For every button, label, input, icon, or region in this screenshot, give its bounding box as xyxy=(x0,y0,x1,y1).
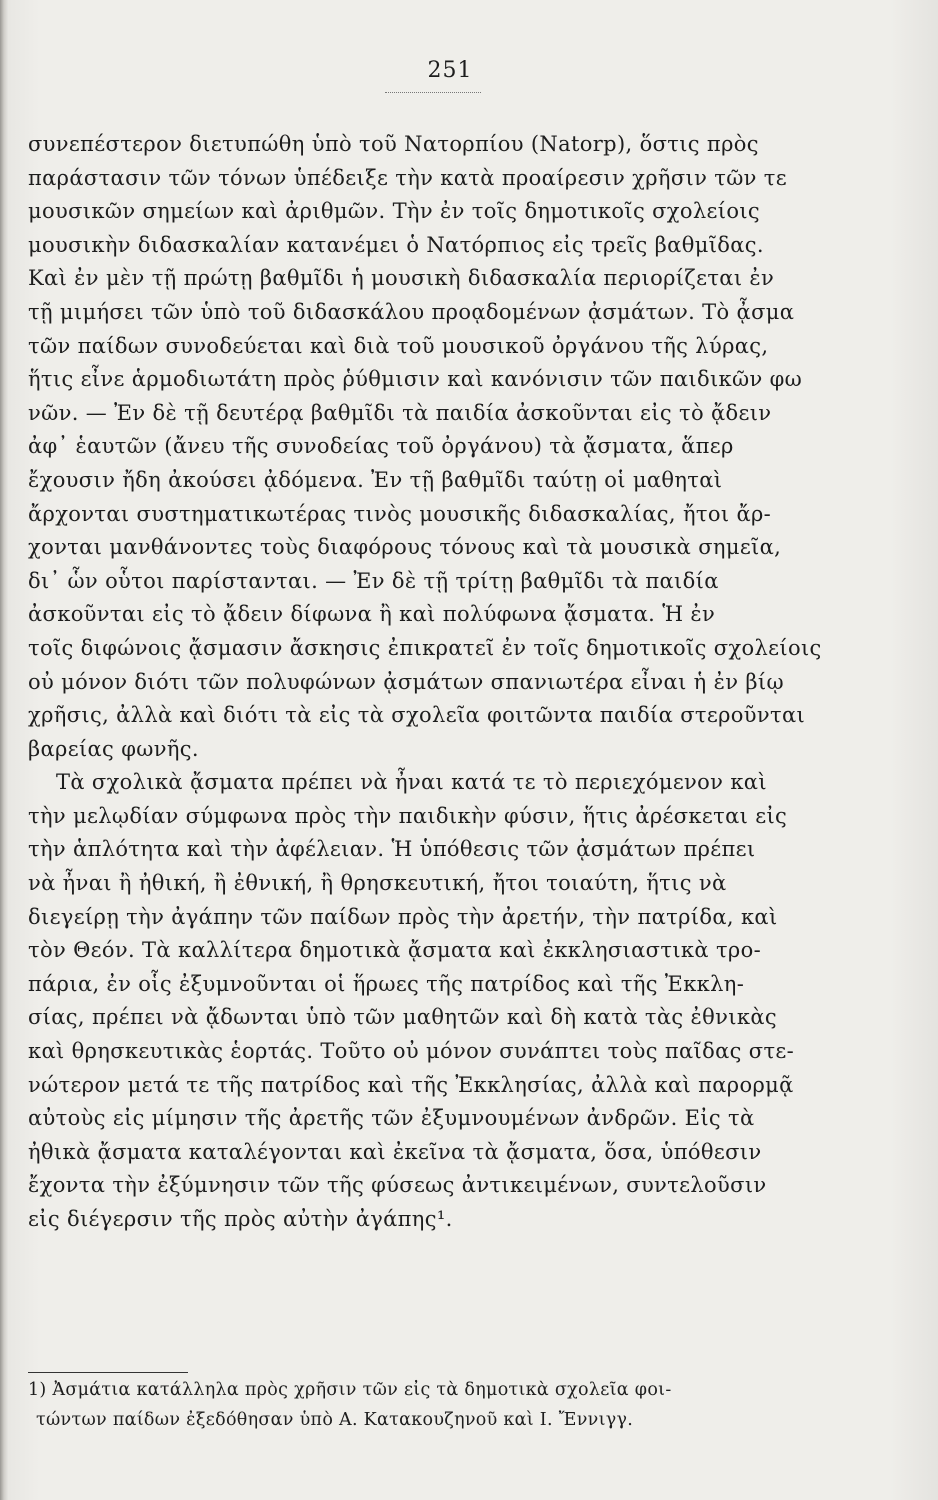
text-line: νὰ ἦναι ἢ ἠθική, ἢ ἐθνική, ἢ θρησκευτική, ἤτοι τοιαύτη, ἥτις νὰ xyxy=(28,871,727,896)
footnote-line: τώντων παίδων ἐξεδόθησαν ὑπὸ Α. Κατακουζηνοῦ καὶ Ι. Ἔννιγγ. xyxy=(36,1410,634,1430)
text-line: βαρείας φωνῆς. xyxy=(28,736,199,761)
text-line: τὴν μελῳδίαν σύμφωνα πρὸς τὴν παιδικὴν φύσιν, ἥτις ἀρέσκεται εἰς xyxy=(28,803,788,828)
text-line: ἠθικὰ ᾄσματα καταλέγονται καὶ ἐκεῖνα τὰ ᾄσματα, ὅσα, ὑπόθεσιν xyxy=(28,1139,762,1164)
text-line: τῇ μιμήσει τῶν ὑπὸ τοῦ διδασκάλου προᾳδομένων ᾀσμάτων. Τὸ ᾆσμα xyxy=(28,299,795,324)
text-line: χρῆσις, ἀλλὰ καὶ διότι τὰ εἰς τὰ σχολεῖα φοιτῶντα παιδία στεροῦνται xyxy=(28,703,806,728)
footnote-rule xyxy=(28,1372,188,1373)
text-line: ἄρχονται συστηματικωτέρας τινὸς μουσικῆς διδασκαλίας, ἤτοι ἄρ- xyxy=(28,501,772,526)
text-line: τοῖς διφώνοις ᾄσμασιν ἄσκησις ἐπικρατεῖ ἐν τοῖς δημοτικοῖς σχολείοις xyxy=(28,635,822,660)
page-binding-edge xyxy=(0,0,8,1500)
text-line: παράστασιν τῶν τόνων ὑπέδειξε τὴν κατὰ προαίρεσιν χρῆσιν τῶν τε xyxy=(28,165,788,190)
text-line: χονται μανθάνοντες τοὺς διαφόρους τόνους καὶ τὰ μουσικὰ σημεῖα, xyxy=(28,535,782,560)
text-line: νώτερον μετά τε τῆς πατρίδος καὶ τῆς Ἐκκλησίας, ἀλλὰ καὶ παρορμᾷ xyxy=(28,1072,794,1097)
text-line: μουσικὴν διδασκαλίαν κατανέμει ὁ Νατόρπιος εἰς τρεῖς βαθμῖδας. xyxy=(28,232,764,257)
text-line: τῶν παίδων συνοδεύεται καὶ διὰ τοῦ μουσικοῦ ὀργάνου τῆς λύρας, xyxy=(28,333,769,358)
text-line: ἥτις εἶνε ἁρμοδιωτάτη πρὸς ῥύθμισιν καὶ κανόνισιν τῶν παιδικῶν φω xyxy=(28,367,803,392)
text-line: μουσικῶν σημείων καὶ ἀριθμῶν. Τὴν ἐν τοῖς δημοτικοῖς σχολείοις xyxy=(28,199,761,224)
text-line: ἔχοντα τὴν ἐξύμνησιν τῶν τῆς φύσεως ἀντικειμένων, συντελοῦσιν xyxy=(28,1173,767,1198)
text-line: ἀσκοῦνται εἰς τὸ ᾄδειν δίφωνα ἢ καὶ πολύφωνα ᾄσματα. Ἡ ἐν xyxy=(28,602,716,627)
text-line: Καὶ ἐν μὲν τῇ πρώτῃ βαθμῖδι ἡ μουσικὴ διδασκαλία περιορίζεται ἐν xyxy=(28,266,775,291)
footnotes xyxy=(28,1375,898,1435)
page-number: 251 xyxy=(427,58,473,83)
text-line: συνεπέστερον διετυπώθη ὑπὸ τοῦ Νατορπίου (Natorp), ὅστις πρὸς xyxy=(28,132,759,156)
text-line: ἔχουσιν ἤδη ἀκούσει ᾀδόμενα. Ἐν τῇ βαθμῖδι ταύτῃ οἱ μαθηταὶ xyxy=(28,467,723,492)
text-line: εἰς διέγερσιν τῆς πρὸς αὐτὴν ἀγάπης¹. xyxy=(28,1207,453,1231)
text-line: σίας, πρέπει νὰ ᾄδωνται ὑπὸ τῶν μαθητῶν καὶ δὴ κατὰ τὰς ἐθνικὰς xyxy=(28,1005,777,1030)
page-number-rule xyxy=(385,92,481,93)
text-line: δι᾽ ὧν οὗτοι παρίστανται. — Ἐν δὲ τῇ τρίτῃ βαθμῖδι τὰ παιδία xyxy=(28,568,719,593)
text-line: αὐτοὺς εἰς μίμησιν τῆς ἀρετῆς τῶν ἐξυμνουμένων ἀνδρῶν. Εἰς τὰ xyxy=(28,1106,755,1131)
text-line: Τὰ σχολικὰ ᾄσματα πρέπει νὰ ἦναι κατά τε τὸ περιεχόμενον καὶ xyxy=(56,770,767,795)
text-line: τὴν ἁπλότητα καὶ τὴν ἀφέλειαν. Ἡ ὑπόθεσις τῶν ᾀσμάτων πρέπει xyxy=(28,837,756,862)
text-line: πάρια, ἐν οἷς ἐξυμνοῦνται οἱ ἥρωες τῆς πατρίδος καὶ τῆς Ἐκκλη- xyxy=(28,971,745,996)
text-line: νῶν. — Ἐν δὲ τῇ δευτέρᾳ βαθμῖδι τὰ παιδία ἀσκοῦνται εἰς τὸ ᾄδειν xyxy=(28,400,772,425)
text-line: τὸν Θεόν. Τὰ καλλίτερα δημοτικὰ ᾄσματα καὶ ἐκκλησιαστικὰ τρο- xyxy=(28,938,762,963)
text-line: διεγείρῃ τὴν ἀγάπην τῶν παίδων πρὸς τὴν ἀρετήν, τὴν πατρίδα, καὶ xyxy=(28,904,778,929)
footnote-line: 1) Ἀσμάτια κατάλληλα πρὸς χρῆσιν τῶν εἰς τὰ δημοτικὰ σχολεῖα φοι- xyxy=(28,1380,672,1400)
text-line: καὶ θρησκευτικὰς ἑορτάς. Τοῦτο οὐ μόνον συνάπτει τοὺς παῖδας στε- xyxy=(28,1039,795,1064)
text-line: ἀφ᾽ ἑαυτῶν (ἄνευ τῆς συνοδείας τοῦ ὀργάνου) τὰ ᾄσματα, ἅπερ xyxy=(28,434,734,459)
text-line: οὐ μόνον διότι τῶν πολυφώνων ᾀσμάτων σπανιωτέρα εἶναι ἡ ἐν βίῳ xyxy=(28,669,784,694)
body-text xyxy=(28,128,898,1237)
